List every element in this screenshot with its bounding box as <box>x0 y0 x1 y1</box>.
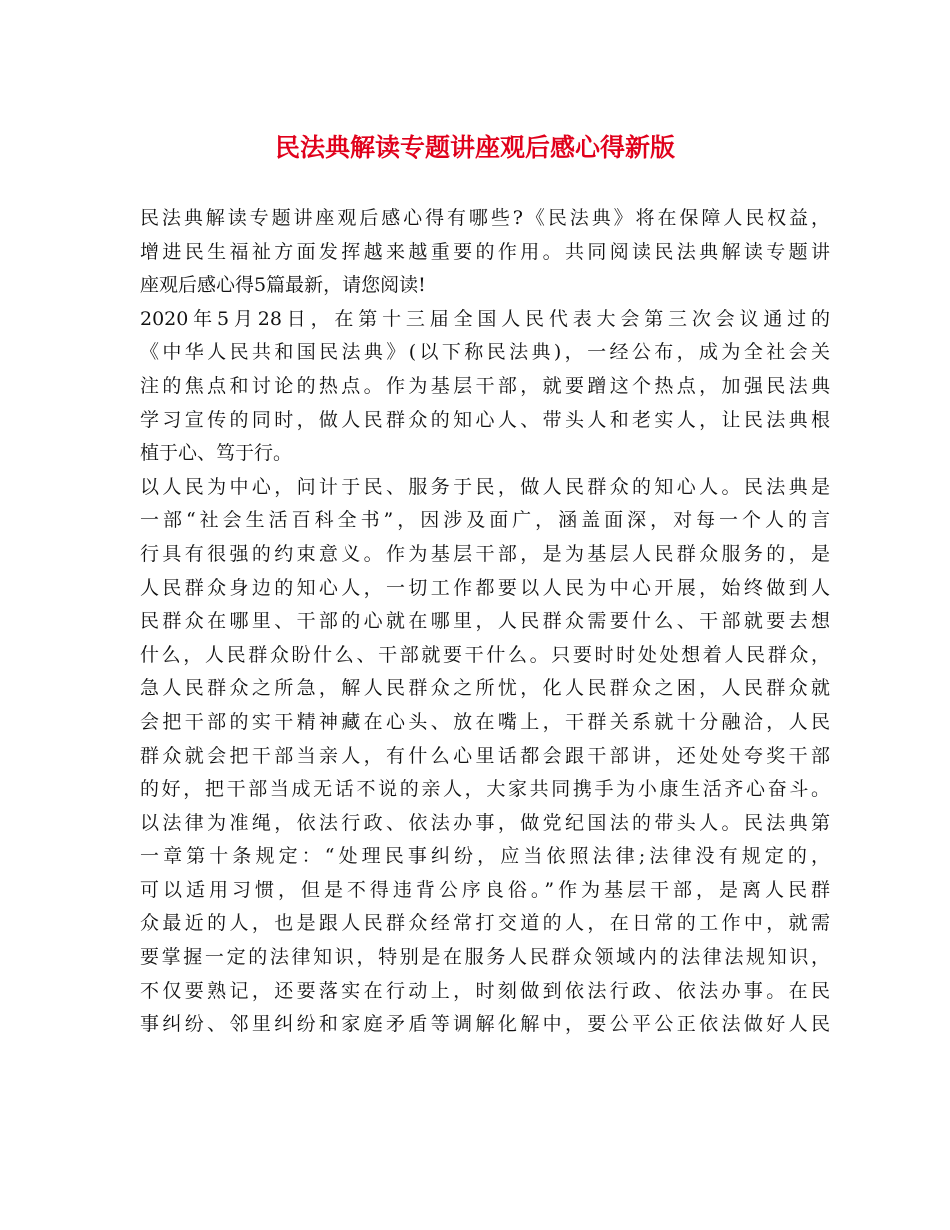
body-line: 座观后感心得5篇最新，请您阅读! <box>140 274 426 297</box>
body-line: 增进民生福祉方面发挥越来越重要的作用。共同阅读民法典解读专题讲 <box>140 240 830 263</box>
document-title: 民法典解读专题讲座观后感心得新版 <box>274 133 675 162</box>
body-line: 《中华人民共和国民法典》(以下称民法典)，一经公布，成为全社会关 <box>140 341 830 364</box>
body-line: 急人民群众之所急，解人民群众之所忧，化人民群众之困，人民群众就 <box>140 677 830 700</box>
body-line: 学习宣传的同时，做人民群众的知心人、带头人和老实人，让民法典根 <box>140 408 830 431</box>
body-line: 以人民为中心，问计于民、服务于民，做人民群众的知心人。民法典是 <box>140 475 830 498</box>
body-line: 要掌握一定的法律知识，特别是在服务人民群众领域内的法律法规知识， <box>140 946 830 969</box>
body-line: 可以适用习惯，但是不得违背公序良俗。”作为基层干部，是离人民群 <box>140 878 830 901</box>
body-line: 众最近的人，也是跟人民群众经常打交道的人，在日常的工作中，就需 <box>140 912 830 935</box>
document-body <box>140 202 830 1042</box>
body-line: 以法律为准绳，依法行政、依法办事，做党纪国法的带头人。民法典第 <box>140 811 830 834</box>
body-line: 的好，把干部当成无话不说的亲人，大家共同携手为小康生活齐心奋斗。 <box>140 778 830 801</box>
body-line: 群众就会把干部当亲人，有什么心里话都会跟干部讲，还处处夸奖干部 <box>140 744 830 767</box>
body-line: 注的焦点和讨论的热点。作为基层干部，就要蹭这个热点，加强民法典 <box>140 374 830 397</box>
body-line: 一部“社会生活百科全书”，因涉及面广，涵盖面深，对每一个人的言 <box>140 509 830 532</box>
body-line: 事纠纷、邻里纠纷和家庭矛盾等调解化解中，要公平公正依法做好人民 <box>140 1013 830 1036</box>
body-line: 人民群众身边的知心人，一切工作都要以人民为中心开展，始终做到人 <box>140 576 830 599</box>
body-line: 会把干部的实干精神藏在心头、放在嘴上，干群关系就十分融洽，人民 <box>140 710 830 733</box>
body-line: 植于心、笃于行。 <box>140 442 293 465</box>
body-line: 什么，人民群众盼什么、干部就要干什么。只要时时处处想着人民群众， <box>140 643 830 666</box>
body-line: 2020年5月28日，在第十三届全国人民代表大会第三次会议通过的 <box>140 307 830 330</box>
body-line: 民群众在哪里、干部的心就在哪里，人民群众需要什么、干部就要去想 <box>140 610 830 633</box>
body-line: 民法典解读专题讲座观后感心得有哪些?《民法典》将在保障人民权益， <box>140 207 830 229</box>
body-line: 不仅要熟记，还要落实在行动上，时刻做到依法行政、依法办事。在民 <box>140 979 830 1002</box>
body-line: 一章第十条规定：“处理民事纠纷，应当依照法律;法律没有规定的， <box>140 845 830 868</box>
body-line: 行具有很强的约束意义。作为基层干部，是为基层人民群众服务的，是 <box>140 542 830 565</box>
